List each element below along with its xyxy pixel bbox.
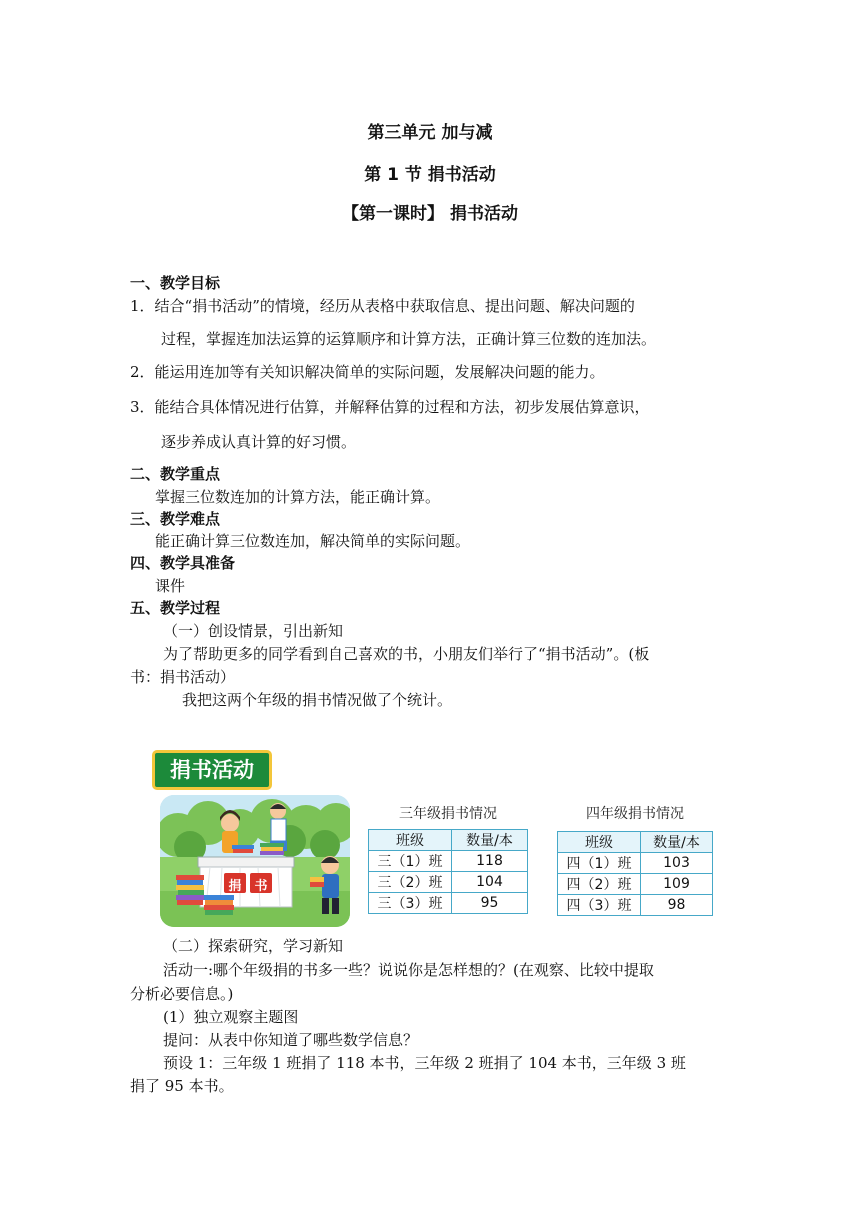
grade4-class-2: 四（2）班 bbox=[558, 874, 641, 895]
grade3-count-2: 104 bbox=[452, 872, 528, 893]
grade4-header-count: 数量/本 bbox=[641, 832, 713, 853]
book-donation-illustration bbox=[160, 795, 350, 927]
grade4-table-title: 四年级捐书情况 bbox=[586, 806, 684, 822]
step-1-title: （一）创设情景，引出新知 bbox=[163, 622, 344, 640]
goal-3-line-2: 逐步养成认真计算的好习惯。 bbox=[161, 433, 357, 451]
answer-line-1: 预设 1：三年级 1 班捐了 118 本书，三年级 2 班捐了 104 本书，三年级 3 班 bbox=[163, 1054, 686, 1072]
grade3-header-class: 班级 bbox=[369, 830, 452, 851]
activity-badge: 捐书活动 bbox=[152, 750, 272, 790]
heading-goals: 一、教学目标 bbox=[130, 274, 221, 292]
para-1-line-1: 为了帮助更多的同学看到自己喜欢的书，小朋友们举行了“捐书活动”。(板 bbox=[163, 645, 650, 663]
heading-difficulty: 三、教学难点 bbox=[130, 510, 221, 528]
grade4-count-1: 103 bbox=[641, 853, 713, 874]
sub-step-1: (1）独立观察主题图 bbox=[163, 1008, 299, 1026]
grade3-count-3: 95 bbox=[452, 893, 528, 914]
grade4-count-2: 109 bbox=[641, 874, 713, 895]
heading-prep: 四、教学具准备 bbox=[130, 554, 236, 572]
difficulty-text: 能正确计算三位数连加，解决简单的实际问题。 bbox=[155, 532, 471, 550]
question-text: 提问：从表中你知道了哪些数学信息？ bbox=[163, 1031, 419, 1049]
table-row bbox=[558, 895, 713, 916]
unit-title: 第三单元 加与减 bbox=[367, 123, 493, 143]
sign-char-1: 捐 bbox=[228, 879, 242, 894]
grade3-class-3: 三（3）班 bbox=[369, 893, 452, 914]
goal-2: 2．能运用连加等有关知识解决简单的实际问题，发展解决问题的能力。 bbox=[130, 363, 605, 381]
prep-text: 课件 bbox=[155, 577, 186, 595]
para-2: 我把这两个年级的捐书情况做了个统计。 bbox=[182, 691, 453, 709]
heading-process: 五、教学过程 bbox=[130, 599, 221, 617]
goal-1-line-2: 过程，掌握连加法运算的运算顺序和计算方法，正确计算三位数的连加法。 bbox=[161, 330, 657, 348]
answer-line-2: 捐了 95 本书。 bbox=[130, 1077, 234, 1095]
grade4-header-class: 班级 bbox=[558, 832, 641, 853]
activity-1-line-1: 活动一:哪个年级捐的书多一些？说说你是怎样想的？(在观察、比较中提取 bbox=[163, 961, 654, 979]
sign-char-2: 书 bbox=[254, 879, 268, 894]
para-1-line-2: 书：捐书活动） bbox=[130, 668, 236, 686]
table-row bbox=[369, 893, 528, 914]
grade3-class-1: 三（1）班 bbox=[369, 851, 452, 872]
grade4-class-1: 四（1）班 bbox=[558, 853, 641, 874]
grade3-table-title: 三年级捐书情况 bbox=[399, 806, 497, 822]
section-title: 第 1 节 捐书活动 bbox=[364, 165, 496, 185]
goal-1-line-1: 1．结合“捐书活动”的情境，经历从表格中获取信息、提出问题、解决问题的 bbox=[130, 297, 635, 315]
grade3-class-2: 三（2）班 bbox=[369, 872, 452, 893]
step-2-title: （二）探索研究，学习新知 bbox=[163, 937, 344, 955]
lesson-title: 【第一课时】 捐书活动 bbox=[342, 204, 518, 224]
grade4-count-3: 98 bbox=[641, 895, 713, 916]
grade3-table bbox=[368, 829, 528, 914]
heading-key-point: 二、教学重点 bbox=[130, 465, 221, 483]
table-row bbox=[558, 853, 713, 874]
grade4-class-3: 四（3）班 bbox=[558, 895, 641, 916]
goal-3-line-1: 3．能结合具体情况进行估算，并解释估算的过程和方法，初步发展估算意识， bbox=[130, 398, 650, 416]
grade4-table bbox=[557, 831, 713, 916]
table-row bbox=[369, 872, 528, 893]
key-point-text: 掌握三位数连加的计算方法，能正确计算。 bbox=[155, 488, 441, 506]
grade3-header-count: 数量/本 bbox=[452, 830, 528, 851]
activity-1-line-2: 分析必要信息。) bbox=[130, 985, 234, 1003]
table-row bbox=[369, 851, 528, 872]
table-row bbox=[558, 874, 713, 895]
grade3-count-1: 118 bbox=[452, 851, 528, 872]
